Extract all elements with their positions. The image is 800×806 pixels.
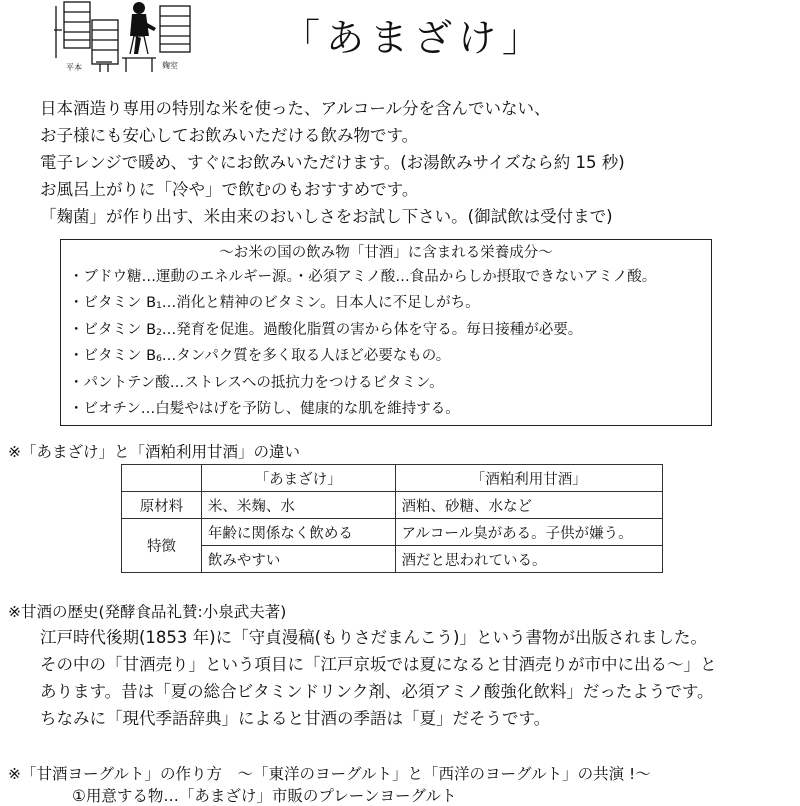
table-row: [122, 492, 663, 519]
nutrition-item: ・ビタミン $B_1\dots$消化と精神のビタミン。日本人に不足しがち。: [69, 295, 480, 312]
illustration-caption-left: 平本: [66, 63, 82, 72]
intro-line: 電子レンジで暖め、すぐにお飲みいただけます。(お湯飲みサイズなら約 15 秒): [40, 153, 625, 172]
nutrition-item: ・ブドウ糖…運動のエネルギー源。・必須アミノ酸…食品からしか摂取できないアミノ酸。: [69, 269, 657, 285]
nutrition-heading: ～お米の国の飲み物「甘酒」に含まれる栄養成分～: [219, 245, 553, 261]
history-line: ちなみに「現代季語辞典」によると甘酒の季語は「夏」だそうです。: [40, 709, 551, 728]
nutrition-item: ・ビオチン…白髪やはげを予防し、健康的な肌を維持する。: [69, 400, 460, 417]
recipe-item: ①用意する物…「あまざけ」市販のプレーンヨーグルト: [72, 787, 457, 805]
intro-line: 日本酒造り専用の特別な米を使った、アルコール分を含んでいない、: [40, 99, 551, 118]
history-note: ※甘酒の歴史(発酵食品礼賛:小泉武夫著): [8, 603, 287, 621]
intro-line: お風呂上がりに「冷や」で飲むのもおすすめです。: [40, 180, 419, 199]
table-cell: 酒だと思われている。: [395, 546, 662, 573]
nutrition-item: ・ビタミン $B_2\dots$発育を促進。過酸化脂質の害から体を守る。毎日接種が必要。: [69, 321, 583, 338]
comparison-note: ※「あまざけ」と「酒粕利用甘酒」の違い: [8, 443, 300, 461]
intro-line: お子様にも安心してお飲みいただける飲み物です。: [40, 126, 419, 145]
intro-line: 「麹菌」が作り出す、米由来のおいしさをお試し下さい。(御試飲は受付まで): [40, 207, 613, 226]
history-line: その中の「甘酒売り」という項目に「江戸京坂では夏になると甘酒売りが市中に出る～」と: [40, 655, 717, 674]
table-cell: 年齢に関係なく飲める: [201, 519, 395, 546]
nutrition-box: [60, 239, 712, 426]
table-row: [122, 519, 663, 546]
table-cell: 酒粕、砂糖、水など: [395, 492, 662, 519]
table-cell: 米、米麹、水: [201, 492, 395, 519]
intro-paragraph: [40, 95, 625, 230]
table-cell: 飲みやすい: [201, 546, 395, 573]
table-header-cell: 「酒粕利用甘酒」: [395, 465, 662, 492]
comparison-table: [121, 464, 663, 573]
koji-room-illustration: [52, 0, 202, 74]
page-title: 「あまざけ」: [282, 16, 547, 60]
history-line: 江戸時代後期(1853 年)に「守貞漫稿(もりさだまんこう)」という書物が出版されました。: [40, 628, 707, 647]
row-label: 特徴: [122, 519, 202, 573]
table-cell: アルコール臭がある。子供が嫌う。: [395, 519, 662, 546]
table-header-cell: 「あまざけ」: [201, 465, 395, 492]
row-label: 原材料: [122, 492, 202, 519]
table-header-row: [122, 465, 663, 492]
nutrition-item: ・パントテン酸…ストレスへの抵抗力をつけるビタミン。: [69, 374, 444, 391]
illustration-caption-right: 麹室: [162, 61, 178, 70]
nutrition-item: ・ビタミン $B_6\dots$タンパク質を多く取る人ほど必要なもの。: [69, 348, 451, 365]
history-line: あります。昔は「夏の総合ビタミンドリンク剤、必須アミノ酸強化飲料」だったようです。: [40, 682, 714, 701]
recipe-note: ※「甘酒ヨーグルト」の作り方 ～「東洋のヨーグルト」と「西洋のヨーグルト」の共演 !～: [8, 765, 651, 783]
table-header-cell: [122, 465, 202, 492]
history-paragraph: [40, 624, 717, 732]
table-row: [122, 546, 663, 573]
